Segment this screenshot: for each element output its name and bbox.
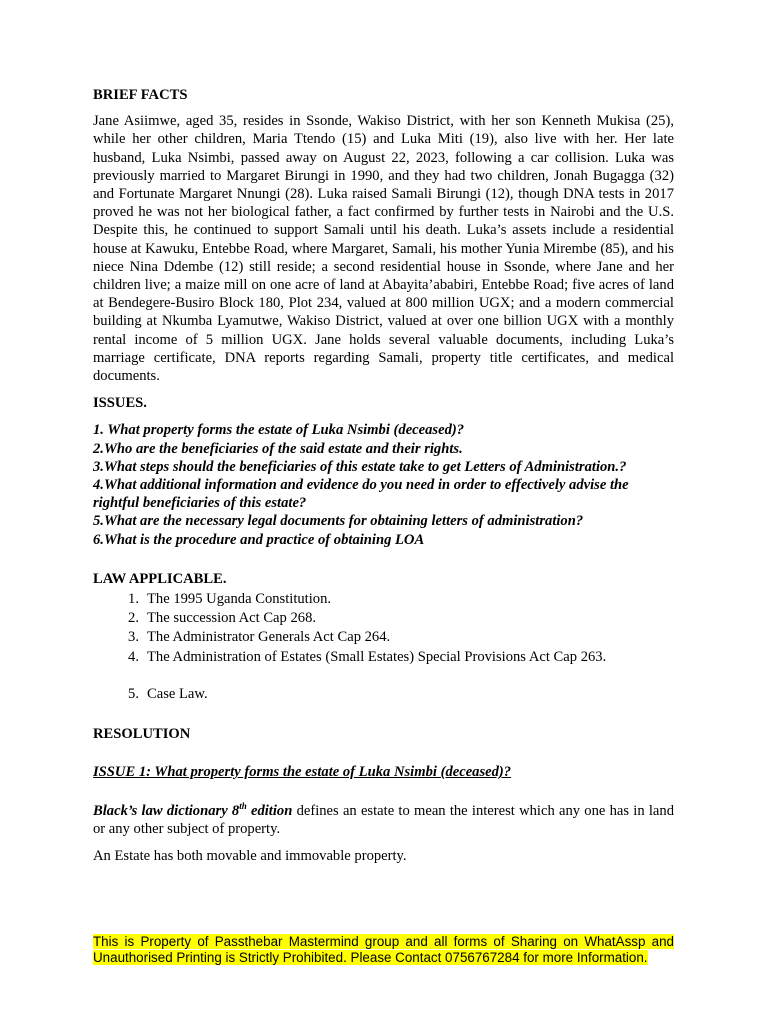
- copyright-notice: This is Property of Passthebar Mastermind group and all forms of Sharing on WhatAssp and Unauthorised Printing is Strictly Prohibited. Please Contact 0756767284 for more Information.: [93, 934, 674, 965]
- document-page: [93, 86, 674, 874]
- definition-paragraph: Black’s law dictionary 8th edition defines an estate to mean the interest which any one has in land or any other subject of property.: [93, 800, 675, 837]
- issue-item: 4.What additional information and evidence do you need in order to effectively advise the rightful beneficiaries of this estate?: [93, 477, 629, 512]
- list-item: 5. Case Law.: [128, 685, 208, 702]
- issues-list: [93, 421, 674, 548]
- estate-note: An Estate has both movable and immovable property.: [93, 847, 407, 864]
- list-item: 3. The Administrator Generals Act Cap 264.: [128, 629, 391, 646]
- list-item: 2. The succession Act Cap 268.: [128, 610, 317, 627]
- issue-item: 6.What is the procedure and practice of obtaining LOA: [93, 531, 425, 548]
- issue-1-heading: ISSUE 1: What property forms the estate of Luka Nsimbi (deceased)?: [93, 764, 512, 781]
- issue-item: 2.Who are the beneficiaries of the said estate and their rights.: [93, 440, 463, 457]
- list-item: 4. The Administration of Estates (Small Estates) Special Provisions Act Cap 263.: [128, 648, 607, 665]
- issues-heading: ISSUES.: [93, 395, 147, 412]
- issue-item: 3.What steps should the beneficiaries of this estate take to get Letters of Administration.?: [93, 458, 627, 475]
- law-applicable-list: [93, 590, 674, 703]
- list-item: 1. The 1995 Uganda Constitution.: [128, 591, 332, 608]
- resolution-heading: RESOLUTION: [93, 726, 191, 743]
- dictionary-title: Black’s law dictionary 8: [93, 802, 240, 819]
- law-applicable-heading: LAW APPLICABLE.: [93, 570, 227, 587]
- brief-facts-paragraph: Jane Asiimwe, aged 35, resides in Ssonde, Wakiso District, with her son Kenneth Mukisa (25), while her other children, Maria Ttendo (15) and Luka Miti (19), also live with her. Her late husband, Luka Nsimbi, passed away on August 22, 2023, following a car collision. Luka was previously married to Margaret Birungi in 1990, and they had two children, Jonah Bugagga (32) and Fortunate Margaret Nnungi (28). Luka raised Samali Birungi (12), though DNA tests in 2017 proved he was not her biological father, a fact confirmed by further tests in Nairobi and the U.S. Despite this, he continued to support Samali until his death. Luka’s assets include a residential house at Kawuku, Entebbe Road, where Margaret, Samali, his mother Yunia Mirembe (85), and his niece Nina Ddembe (12) still reside; a second residential house in Ssonde, where Jane and her children live; a maize mill on one acre of land at Abayita’ababiri, Entebbe Road; five acres of land at Bendegere-Busiro Block 180, Plot 234, valued at 800 million UGX; and a modern commercial building at Nkumba Lyamutwe, Wakiso District, valued at over one billion UGX with a monthly rental income of 5 million UGX. Jane holds several valuable documents, including Luka’s marriage certificate, DNA reports regarding Samali, property title certificates, and medical documents.: [93, 113, 674, 385]
- issue-item: 1. What property forms the estate of Luka Nsimbi (deceased)?: [93, 422, 465, 439]
- brief-facts-heading: BRIEF FACTS: [93, 87, 188, 103]
- issue-item: 5.What are the necessary legal documents for obtaining letters of administration?: [93, 513, 584, 530]
